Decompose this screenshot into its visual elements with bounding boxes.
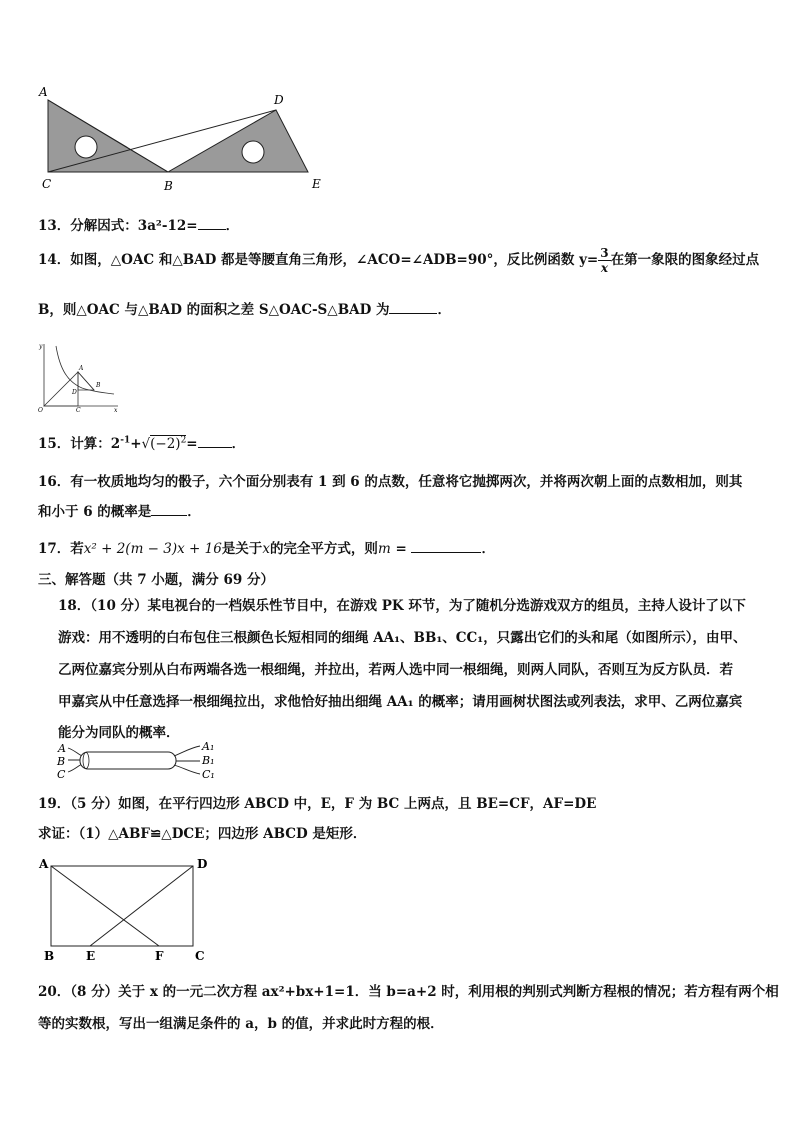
question-text-cont: 是关于 [221,541,263,557]
question-text: 有一枚质地均匀的骰子，六个面分别表有 1 到 6 的点数，任意将它抛掷两次，并将两次朝上面的点数相加，则其 [70,474,743,490]
question-number: 19． [38,796,71,812]
label-d: D [197,857,208,871]
question-18 [58,594,746,614]
question-text: 某电视台的一档娱乐性节目中，在游戏 PK 环节，为了随机分选游戏双方的组员，主持人设计了以下 [147,598,746,614]
label-b: B [57,755,66,768]
question-number: 20． [38,984,71,1000]
label-f: F [155,949,164,963]
question-13: 13．分解因式：3a²-12= ． [38,218,240,234]
question-18-line2: 游戏：用不透明的白布包住三根颜色长短相同的细绳 AA₁、BB₁、CC₁，只露出它们的头和尾（如图所示），由甲、 [58,630,747,646]
label-o: O [38,407,43,414]
label-a: A [39,857,49,871]
question-17: 17．若x² + 2(m − 3)x + 16是关于x的完全平方式，则m = ． [38,541,495,557]
label-c1: C₁ [202,768,215,781]
hyperbola-figure [36,340,122,414]
question-number: 15． [38,436,71,452]
equals-sign: = [390,541,412,557]
question-text: B，则△OAC 与△BAD 的面积之差 S△OAC-S△BAD 为 [38,302,390,318]
label-c: C [42,177,52,191]
white-cloth [80,752,176,769]
question-text-cont: 在第一象限的图象经过点 [610,252,760,268]
label-e: E [312,177,321,191]
question-number: 16． [38,474,71,490]
label-c: C [57,768,66,781]
question-text: 如图，△OAC 和△BAD 都是等腰直角三角形，∠ACO=∠ADB=90°，反比例函数 y= [70,252,599,268]
equals-sign: = [186,436,198,452]
question-number: 17． [38,541,71,557]
math-expression: x² + 2(m − 3)x + 16 [83,541,222,557]
question-20-line2: 等的实数根，写出一组满足条件的 a，b 的值，并求此时方程的根． [38,1016,444,1032]
label-y: y [39,343,43,350]
label-b1: B₁ [202,754,215,767]
question-18-line4: 甲嘉宾从中任意选择一根细绳拉出，求他恰好抽出细绳 AA₁ 的概率；请用画树状图法或列表法，求甲、乙两位嘉宾 [58,694,743,710]
label-b: B [96,382,101,389]
question-14-line2: B，则△OAC 与△BAD 的面积之差 S△OAC-S△BAD 为 ． [38,302,451,318]
question-text: 分解因式：3a²-12= [70,218,198,234]
score: （8 分） [70,984,119,1000]
triangles-figure [36,86,336,196]
rope-right [174,746,200,774]
question-15: 15．计算：$2^{-1}+√(-2)^2=$ ． [38,435,246,452]
answer-blank [151,503,187,516]
question-18-line3: 乙两位嘉宾分别从白布两端各选一根细绳，并拉出，若两人选中同一根细绳，则两人同队，否则互为反方队员．若 [58,662,733,678]
question-number: 14． [38,252,71,268]
label-c: C [195,949,205,963]
label-c: C [76,407,81,414]
fraction-3-over-x: $\frac{3}{x}$ [600,246,609,275]
answer-blank [411,540,481,553]
question-text: 若 [70,541,84,557]
question-19 [38,792,596,812]
radicand: $(-2)^2$ [150,435,187,452]
answer-blank [198,435,232,448]
hyperbola-curve [56,346,114,394]
label-d: D [72,389,77,396]
plus-sign: + [130,436,142,452]
question-18-line5: 能分为同队的概率． [58,725,180,741]
label-b: B [164,179,173,193]
rectangle-figure [36,852,216,964]
math-var: x [262,541,270,557]
rope-cloth-figure [56,740,224,782]
sqrt-sign: √ [141,436,151,452]
exponent: -1 [120,435,131,446]
hole-left [75,136,97,158]
rectangle-abcd [51,866,193,946]
question-number: 18． [58,598,91,614]
label-a: A [39,86,48,99]
label-a: A [58,742,66,755]
question-text: 如图，在平行四边形 ABCD 中，E，F 为 BC 上两点，且 BE=CF，AF=DE [118,796,597,812]
label-a1: A₁ [202,740,215,753]
score: （5 分） [70,796,119,812]
question-text-cont: 的完全平方式，则 [269,541,378,557]
question-20 [38,980,779,1000]
label-d: D [274,93,284,107]
question-16 [38,470,742,490]
answer-blank [198,217,226,230]
triangle-dbe [168,110,308,172]
question-number: 13． [38,218,71,234]
hole-right [242,141,264,163]
label-b: B [44,949,55,963]
question-16-line2: 和小于 6 的概率是 ． [38,504,201,520]
question-14 [38,246,759,275]
question-text: 和小于 6 的概率是 [38,504,152,520]
question-19-line2: 求证：（1）△ABF≌△DCE；四边形 ABCD 是矩形． [38,826,367,842]
question-text: 关于 x 的一元二次方程 ax²+bx+1=1．当 b=a+2 时，利用根的判别式判断方程根的情况；若方程有两个相 [118,984,779,1000]
score: （10 分） [90,598,148,614]
section-heading: 三、解答题（共 7 小题，满分 69 分） [38,572,274,588]
math-var-m: m [377,541,391,557]
label-e: E [86,949,96,963]
question-text: 计算：2 [70,436,121,452]
label-x: x [114,407,118,414]
answer-blank [389,301,437,314]
label-a: A [79,365,84,372]
